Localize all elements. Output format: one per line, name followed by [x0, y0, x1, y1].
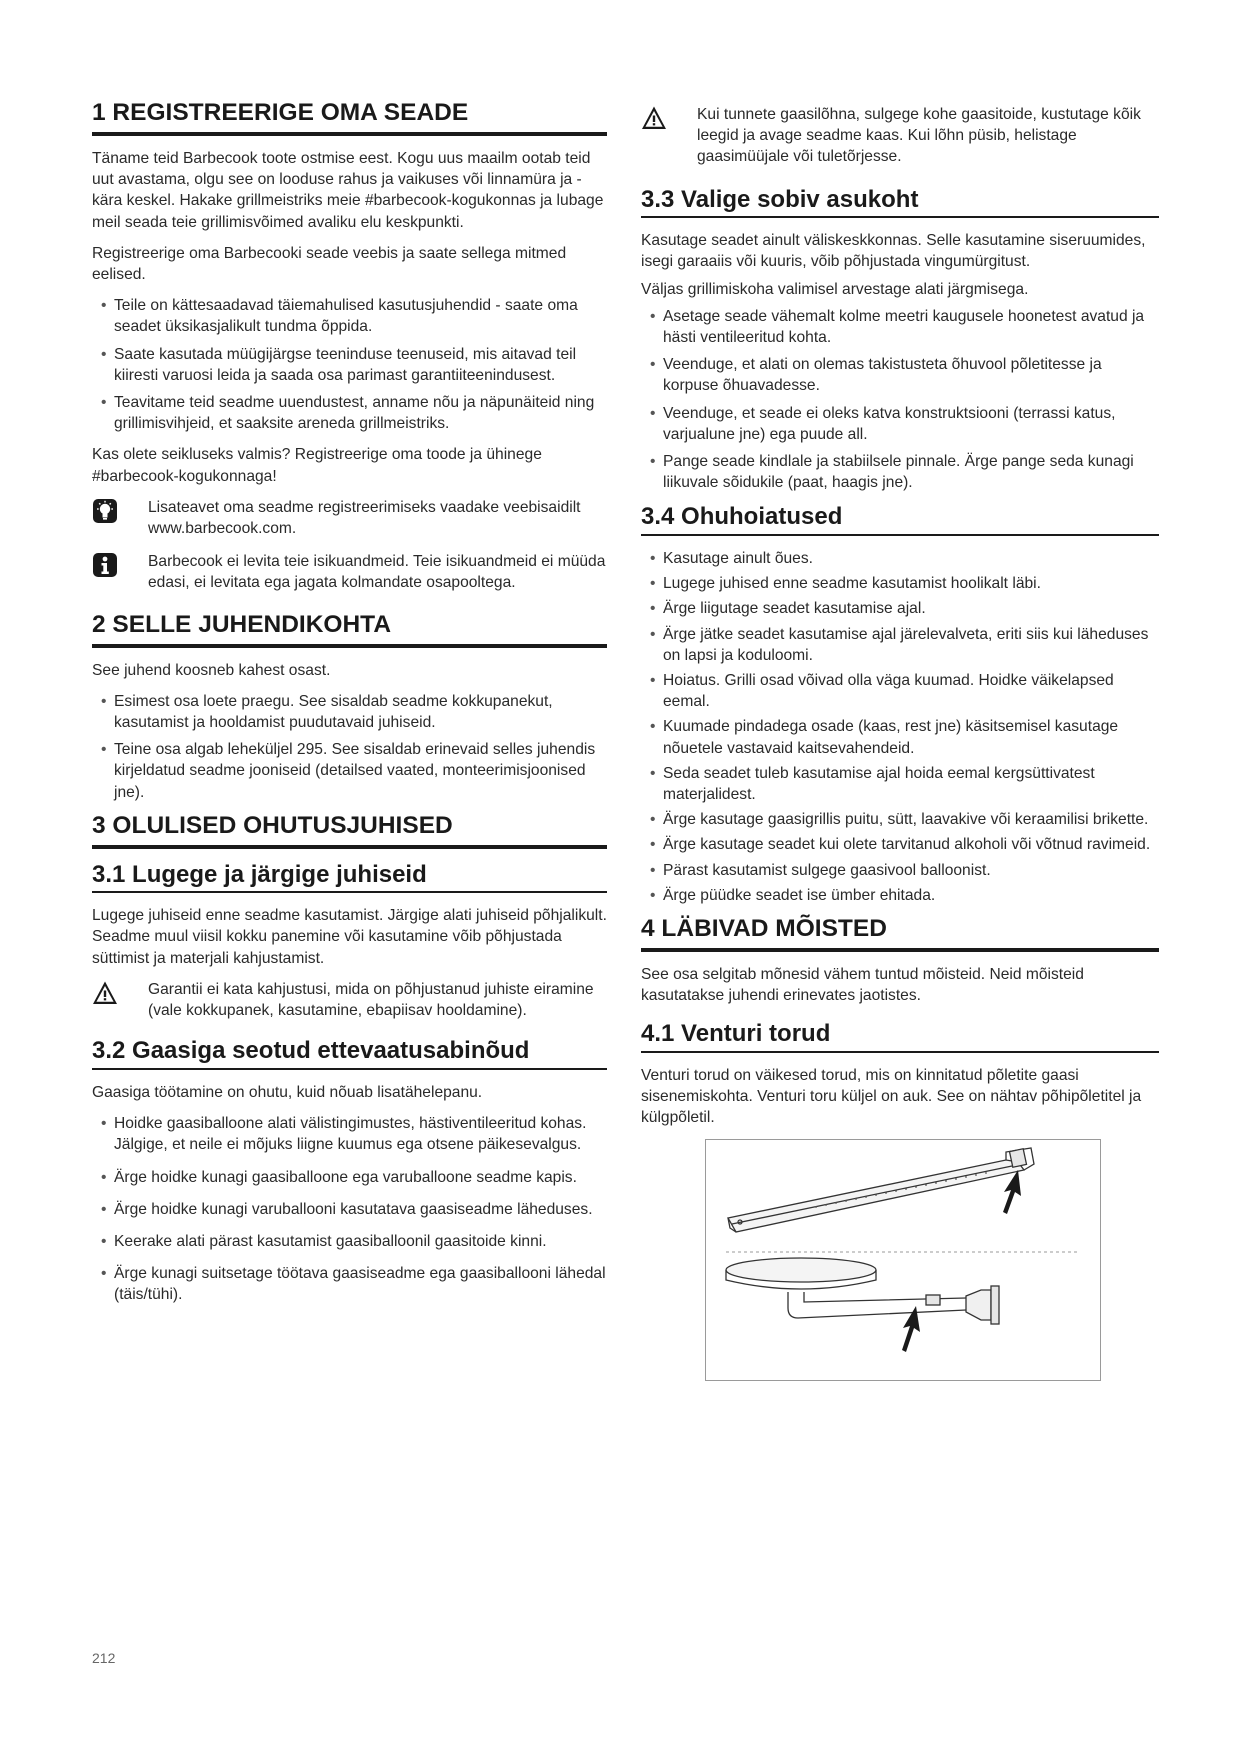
list-item: • Hoidke gaasiballoone alati välistingimustes, hästiventileeritud kohas. Jälgige, et neile ei mõjuks liigne kuumus ega otsene päikesevalgus.: [92, 1113, 607, 1155]
subsection-3-3-para-2: Väljas grillimiskoha valimisel arvestage alati järgmisega.: [641, 280, 1029, 298]
lightbulb-icon: [92, 498, 118, 524]
section-1-para-1: Täname teid Barbecook toote ostmise eest. Kogu uus maailm ootab teid uut avastama, olgu see on looduse rahus ja vaikuses või linnamüra ja -kära keskel. Hakake grillmeistriks meie #barbecook-kogukonnas ja lubage meil seada teie grillimisvõimed avaliku elu keskpunkti.: [92, 149, 604, 231]
section-2-bullet-list: [92, 691, 607, 803]
list-item: • Teile on kättesaadavad täiemahulised kasutusjuhendid - saate oma seadet üksikasjalikult tundma õppida.: [92, 295, 607, 337]
section-2-title: 2 SELLE JUHENDIKOHTA: [92, 612, 607, 648]
subsection-3-4-title: 3.4 Ohuhoiatused: [641, 503, 1159, 536]
subsection-4-1-para: Venturi torud on väikesed torud, mis on kinnitatud põletite gaasi sisenemiskohta. Venturi toru küljel on auk. See on nähtav põhipõletitel ja külgpõletil.: [641, 1067, 1142, 1127]
subsection-3-2-bullet-list: [92, 1113, 607, 1305]
list-item: • Lugege juhised enne seadme kasutamist hoolikalt läbi.: [641, 573, 1159, 594]
list-item: • Ärge jätke seadet kasutamise ajal järelevalveta, eriti siis kui läheduses on lapsi ja koduloomi.: [641, 624, 1159, 666]
tip-note: [92, 497, 607, 539]
venturi-tube-illustration: [706, 1140, 1100, 1380]
subsection-3-1-para: Lugege juhiseid enne seadme kasutamist. Järgige alati juhiseid põhjalikult. Seadme muul viisil kokku panemine või kasutamine võib põhjustada süttimist ja materjali kahjustamist.: [92, 907, 607, 967]
page-number: 212: [92, 1650, 116, 1666]
arrow-icon: [1003, 1170, 1021, 1214]
list-item: • Veenduge, et alati on olemas takistusteta õhuvool põletitesse ja korpuse õhuavadesse.: [641, 354, 1159, 396]
tip-note-text: Lisateavet oma seadme registreerimiseks vaadake veebisaidilt www.barbecook.com.: [148, 498, 581, 537]
list-item: • Teavitame teid seadme uuendustest, anname nõu ja näpunäiteid ning grillimisvihjeid, et saaksite areneda grillmeistriks.: [92, 392, 607, 434]
list-item: • Pange seade kindlale ja stabiilsele pinnale. Ärge pange seda kunagi liikuvale sõidukile (paat, haagis jne).: [641, 451, 1159, 493]
list-item: • Kasutage ainult õues.: [641, 548, 1159, 569]
section-4-para: See osa selgitab mõnesid vähem tuntud mõisteid. Neid mõisteid kasutatakse juhendi erinevates jaotistes.: [641, 966, 1084, 1005]
list-item: • Ärge hoidke kunagi varuballooni kasutatava gaasiseadme läheduses.: [92, 1199, 607, 1220]
list-item: • Asetage seade vähemalt kolme meetri kaugusele hoonetest avatud ja hästi ventileeritud kohta.: [641, 306, 1159, 348]
section-2-intro: See juhend koosneb kahest osast.: [92, 661, 331, 679]
list-item: • Pärast kasutamist sulgege gaasivool balloonist.: [641, 860, 1159, 881]
section-4-title: 4 LÄBIVAD MÕISTED: [641, 916, 1159, 952]
info-note: [92, 551, 607, 593]
subsection-3-2-intro: Gaasiga töötamine on ohutu, kuid nõuab lisatähelepanu.: [92, 1083, 483, 1101]
subsection-3-1-title: 3.1 Lugege ja järgige juhiseid: [92, 861, 607, 894]
list-item: • Veenduge, et seade ei oleks katva konstruktsiooni (terrassi katus, varjualune jne) ega puude all.: [641, 403, 1159, 445]
left-column: [92, 100, 607, 1317]
warranty-warning-text: Garantii ei kata kahjustusi, mida on põhjustanud juhiste eiramine (vale kokkupanek, kasutamine, ebapiisav hooldamine).: [148, 980, 594, 1020]
venturi-tube-figure: [705, 1139, 1101, 1381]
list-item: • Ärge kunagi suitsetage töötava gaasiseadme ega gaasiballooni lähedal (täis/tühi).: [92, 1263, 607, 1305]
subsection-3-2-title: 3.2 Gaasiga seotud ettevaatusabinõud: [92, 1037, 607, 1070]
gas-smell-warning-text: Kui tunnete gaasilõhna, sulgege kohe gaasitoide, kustutage kõik leegid ja avage seadme kaas. Kui lõhn püsib, helistage gaasimüüjale või tuletõrjesse.: [697, 106, 1141, 166]
section-1-bullet-list: [92, 295, 607, 434]
subsection-3-3-para-1: Kasutage seadet ainult väliskeskkonnas. Selle kasutamine siseruumides, isegi garaaiis või kuuris, võib põhjustada vingumürgitust.: [641, 232, 1146, 271]
subsection-3-3-title: 3.3 Valige sobiv asukoht: [641, 186, 1159, 219]
list-item: • Ärge kasutage seadet kui olete tarvitanud alkoholi või võtnud ravimeid.: [641, 834, 1159, 855]
list-item: • Ärge püüdke seadet ise ümber ehitada.: [641, 885, 1159, 906]
subsection-3-4-bullet-list: [641, 548, 1159, 906]
list-item: • Saate kasutada müügijärgse teeninduse teenuseid, mis aitavad teil kiiresti varuosi leida ja saada osa parimast garantiiteenindusest.: [92, 344, 607, 386]
list-item: • Seda seadet tuleb kasutamise ajal hoida eemal kergsüttivatest materjalidest.: [641, 763, 1159, 805]
warranty-warning: [92, 979, 607, 1021]
list-item: • Esimest osa loete praegu. See sisaldab seadme kokkupanekut, kasutamist ja hooldamist puudutavaid juhiseid.: [92, 691, 607, 733]
section-1-para-2: Registreerige oma Barbecooki seade veebis ja saate sellega mitmed eelised.: [92, 244, 567, 283]
warning-icon: [92, 980, 118, 1006]
list-item: • Ärge liigutage seadet kasutamise ajal.: [641, 598, 1159, 619]
list-item: • Kuumade pindadega osade (kaas, rest jne) käsitsemisel kasutage nõuetele vastavaid kaitsevahendeid.: [641, 716, 1159, 758]
list-item: • Teine osa algab leheküljel 295. See sisaldab erinevaid selles juhendis kirjeldatud seadme jooniseid (detailsed vaated, monteerimisjoonised jne).: [92, 739, 607, 803]
section-3-title: 3 OLULISED OHUTUSJUHISED: [92, 813, 607, 849]
section-1-title: 1 REGISTREERIGE OMA SEADE: [92, 100, 607, 136]
section-1-para-3: Kas olete seikluseks valmis? Registreerige oma toode ja ühinege #barbecook-kogukonnaga!: [92, 446, 542, 485]
subsection-3-3-bullet-list: [641, 306, 1159, 494]
warning-icon: [641, 105, 667, 131]
list-item: • Hoiatus. Grilli osad võivad olla väga kuumad. Hoidke väikelapsed eemal.: [641, 670, 1159, 712]
list-item: • Ärge hoidke kunagi gaasiballoone ega varuballoone seadme kapis.: [92, 1167, 607, 1188]
info-icon: [92, 552, 118, 578]
subsection-4-1-title: 4.1 Venturi torud: [641, 1020, 1159, 1053]
list-item: • Ärge kasutage gaasigrillis puitu, sütt, laavakive või keraamilisi brikette.: [641, 809, 1159, 830]
list-item: • Keerake alati pärast kasutamist gaasiballoonil gaasitoide kinni.: [92, 1231, 607, 1252]
right-column: [641, 104, 1159, 1381]
gas-smell-warning: [641, 104, 1159, 168]
info-note-text: Barbecook ei levita teie isikuandmeid. Teie isikuandmeid ei müüda edasi, ei levitata ega jagata kolmandate osapooltega.: [148, 553, 606, 592]
